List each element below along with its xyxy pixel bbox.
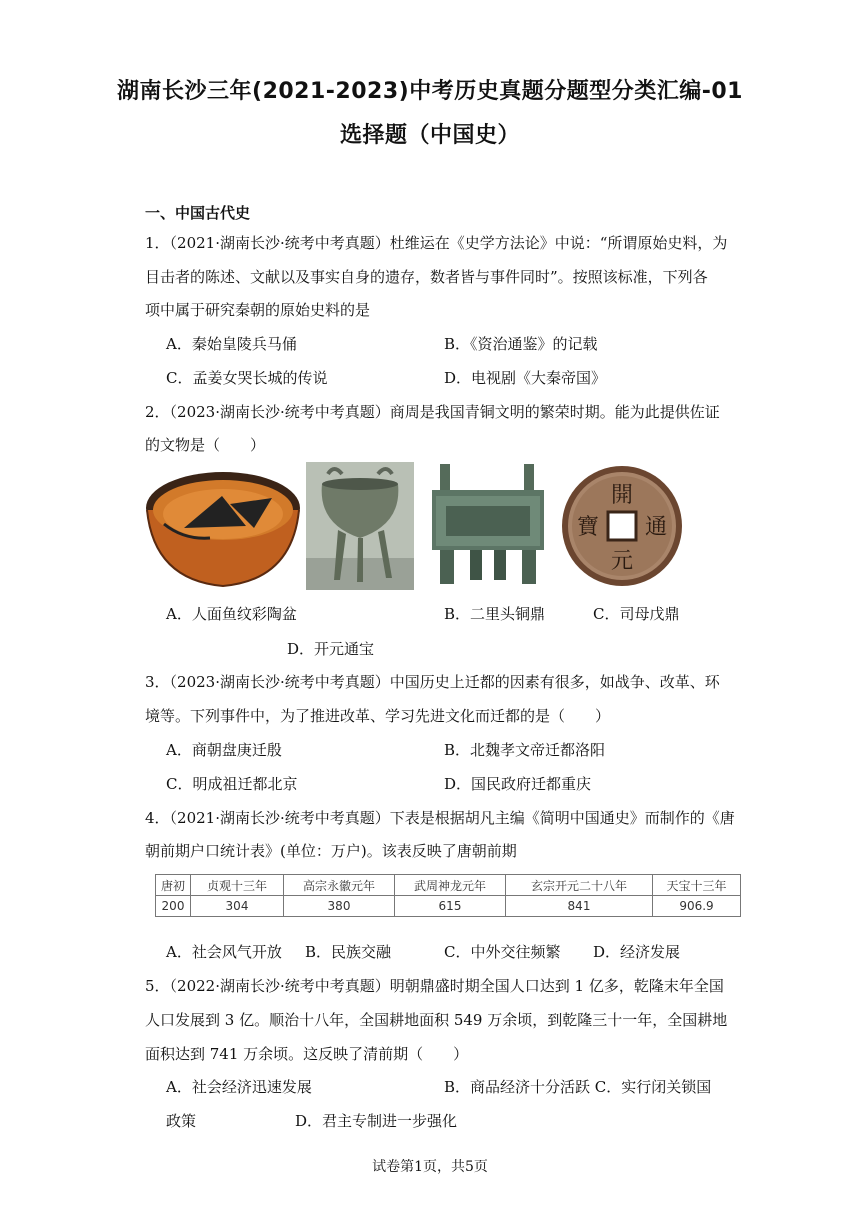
simuwu-ding-image	[426, 462, 550, 590]
section-heading: 一、中国古代史	[145, 204, 251, 222]
q4-option-d: D．经济发展	[593, 943, 681, 961]
table-cell: 906.9	[653, 896, 741, 917]
q3-text-line: 3．（2023·湖南长沙·统考中考真题）中国历史上迁都的因素有很多，如战争、改革、环	[145, 673, 720, 691]
q3-option-a: A．商朝盘庚迁殷	[166, 741, 282, 759]
table-header-cell: 贞观十三年	[191, 875, 284, 896]
q4-option-b: B．民族交融	[305, 943, 392, 961]
q5-text-line: 人口发展到 3 亿。顺治十八年，全国耕地面积 549 万余顷，到乾隆三十一年，全国耕地	[145, 1011, 728, 1029]
q5-option-b-c: B．商品经济十分活跃 C．实行闭关锁国	[444, 1078, 712, 1096]
q2-option-d: D．开元通宝	[287, 640, 375, 658]
q4-text-line: 朝前期户口统计表》(单位：万户)。该表反映了唐朝前期	[145, 842, 517, 860]
q5-option-a: A．社会经济迅速发展	[166, 1078, 312, 1096]
table-header-cell: 天宝十三年	[653, 875, 741, 896]
q5-option-c-continued: 政策	[166, 1112, 197, 1130]
table-header-cell: 唐初	[156, 875, 191, 896]
kaiyuan-tongbao-coin-image	[558, 464, 686, 588]
q1-option-d: D．电视剧《大秦帝国》	[444, 369, 607, 387]
table-cell: 615	[395, 896, 506, 917]
q3-option-c: C．明成祖迁都北京	[166, 775, 298, 793]
q2-option-b: B．二里头铜鼎	[444, 605, 546, 623]
table-row	[156, 896, 741, 917]
table-header-cell: 高宗永徽元年	[284, 875, 395, 896]
q1-text-line: 项中属于研究秦朝的原始史料的是	[145, 301, 371, 319]
q2-option-a: A．人面鱼纹彩陶盆	[166, 605, 297, 623]
q4-text-line: 4．（2021·湖南长沙·统考中考真题）下表是根据胡凡主编《简明中国通史》而制作的《唐	[145, 809, 735, 827]
q3-text-line: 境等。下列事件中，为了推进改革、学习先进文化而迁都的是（ ）	[145, 707, 611, 725]
coin-char-bottom: 元	[610, 549, 634, 574]
q5-option-d: D．君主专制进一步强化	[295, 1112, 458, 1130]
table-header-cell: 武周神龙元年	[395, 875, 506, 896]
q3-option-b: B．北魏孝文帝迁都洛阳	[444, 741, 606, 759]
page-footer: 试卷第1页，共5页	[372, 1159, 488, 1175]
q1-option-a: A．秦始皇陵兵马俑	[166, 335, 297, 353]
q2-text-line: 的文物是（ ）	[145, 436, 266, 454]
coin-char-right: 通	[644, 515, 668, 540]
q2-option-c: C．司母戊鼎	[593, 605, 680, 623]
coin-char-top: 開	[610, 483, 634, 508]
q1-text-line: 1．（2021·湖南长沙·统考中考真题）杜维运在《史学方法论》中说：“所谓原始史料，为	[145, 234, 728, 252]
document-title-line1: 湖南长沙三年(2021-2023)中考历史真题分题型分类汇编-01	[117, 79, 743, 104]
table-cell: 304	[191, 896, 284, 917]
q1-option-c: C．孟姜女哭长城的传说	[166, 369, 328, 387]
table-cell: 380	[284, 896, 395, 917]
q4-option-a: A．社会风气开放	[166, 943, 282, 961]
table-header-cell: 玄宗开元二十八年	[506, 875, 653, 896]
table-cell: 841	[506, 896, 653, 917]
table-header-row	[156, 875, 741, 896]
household-statistics-table	[155, 874, 741, 917]
table-cell: 200	[156, 896, 191, 917]
erlitou-bronze-ding-image	[306, 462, 414, 590]
q5-text-line: 5．（2022·湖南长沙·统考中考真题）明朝鼎盛时期全国人口达到 1 亿多，乾隆末年全国	[145, 977, 724, 995]
painted-pottery-basin-image	[144, 468, 302, 590]
q1-option-b: B．《资治通鉴》的记载	[444, 335, 598, 353]
document-title-line2: 选择题（中国史）	[339, 123, 520, 148]
q5-text-line: 面积达到 741 万余顷。这反映了清前期（ ）	[145, 1045, 469, 1063]
q3-option-d: D．国民政府迁都重庆	[444, 775, 592, 793]
q1-text-line: 目击者的陈述、文献以及事实自身的遗存，数者皆与事件同时”。按照该标准，下列各	[145, 268, 708, 286]
coin-char-left: 寶	[576, 515, 600, 540]
q2-text-line: 2．（2023·湖南长沙·统考中考真题）商周是我国青铜文明的繁荣时期。能为此提供佐证	[145, 403, 720, 421]
q4-option-c: C．中外交往频繁	[444, 943, 561, 961]
